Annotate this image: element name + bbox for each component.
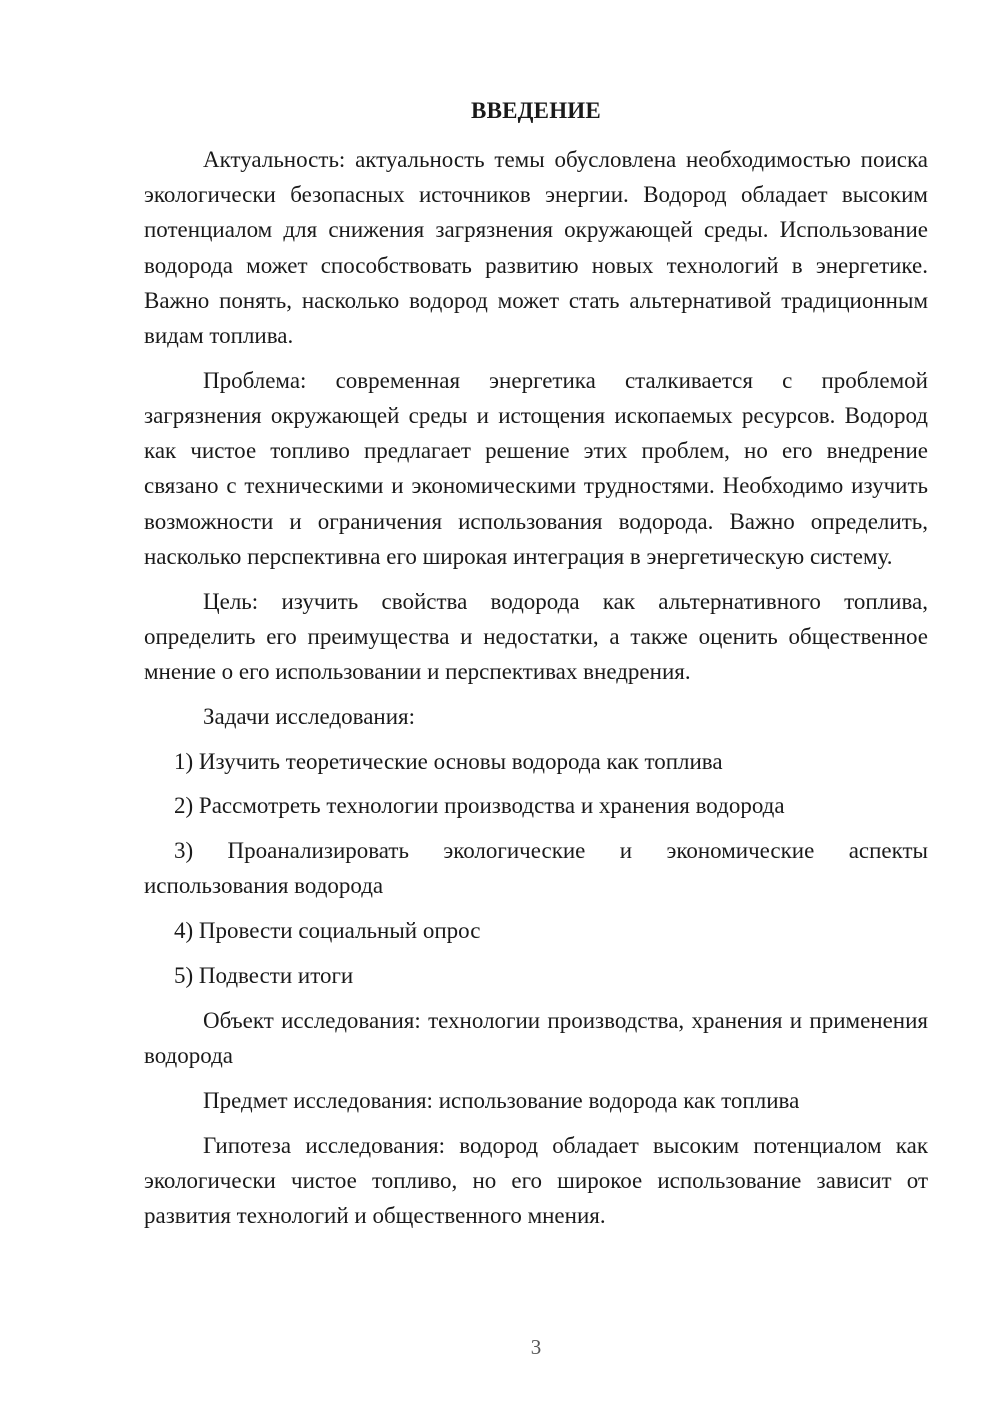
tasks-heading: Задачи исследования: bbox=[203, 703, 416, 729]
page-title: ВВЕДЕНИЕ bbox=[471, 98, 601, 123]
task-item: 4) Провести социальный опрос bbox=[174, 918, 481, 944]
task-item: 1) Изучить теоретические основы водорода как топлива bbox=[174, 748, 723, 774]
paragraph-hypothesis: Гипотеза исследования: водород обладает высоким потенциалом как экологически чистое топливо, но его широкое использование зависит от развития технологий и общественного мнения. bbox=[144, 1132, 928, 1229]
task-item: 2) Рассмотреть технологии производства и хранения водорода bbox=[174, 793, 785, 819]
paragraph-relevance: Актуальность: актуальность темы обусловлена необходимостью поиска экологически безопасных источников энергии. Водород обладает высоким потенциалом для снижения загрязнения окружающей среды. Использование водорода может способствовать развитию новых технологий в энергетике. Важно понять, насколько водород может стать альтернативой традиционным видам топлива. bbox=[144, 147, 928, 349]
paragraph-problem: Проблема: современная энергетика сталкивается с проблемой загрязнения окружающей среды и истощения ископаемых ресурсов. Водород как чистое топливо предлагает решение этих проблем, но его внедрение связано с техническими и экономическими трудностями. Необходимо изучить возможности и ограничения использования водорода. Важно определить, насколько перспективна его широкая интеграция в энергетическую систему. bbox=[144, 367, 928, 569]
paragraph-object: Объект исследования: технологии производства, хранения и применения водорода bbox=[144, 1007, 928, 1069]
task-item: 5) Подвести итоги bbox=[174, 963, 354, 989]
task-item: 3) Проанализировать экологические и экономические аспекты использования водорода bbox=[144, 838, 928, 899]
document-body bbox=[144, 142, 928, 1243]
paragraph-subject: Предмет исследования: использование водорода как топлива bbox=[203, 1087, 800, 1113]
page-number: 3 bbox=[530, 1335, 542, 1359]
paragraph-goal: Цель: изучить свойства водорода как альтернативного топлива, определить его преимущества и недостатки, а также оценить общественное мнение о его использовании и перспективах внедрения. bbox=[144, 588, 928, 685]
